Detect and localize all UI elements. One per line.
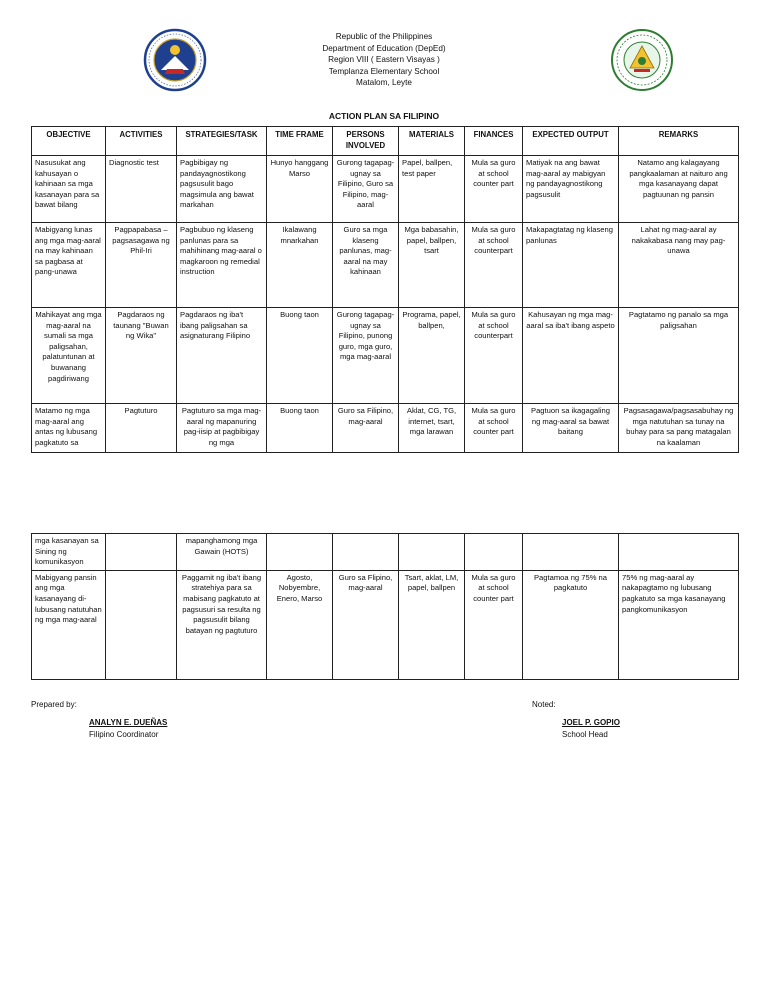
table-cell xyxy=(333,534,399,571)
noted-by-signatory xyxy=(562,717,620,740)
table-cell xyxy=(267,534,333,571)
noted-by-block xyxy=(532,699,556,711)
table-cell: Kahusayan ng mga mag-aaral sa iba't ibang aspeto xyxy=(523,308,619,404)
table-row xyxy=(32,156,739,223)
table-cell: Pagdaraos ng iba't ibang paligsahan sa asignaturang Filipino xyxy=(177,308,267,404)
table-cell: mga kasanayan sa Sining ng komunikasyon xyxy=(32,534,106,571)
table-cell: Natamo ang kalagayang pangkaalaman at naituro ang mga kasanayang dapat pagtuunan ng pansin xyxy=(619,156,739,223)
table-cell xyxy=(465,534,523,571)
col-header-materials: MATERIALS xyxy=(399,127,465,156)
noted-by-name: JOEL P. GOPIO xyxy=(562,718,620,727)
prepared-by-name: ANALYN E. DUEÑAS xyxy=(89,718,168,727)
table-cell: Buong taon xyxy=(267,404,333,453)
table-cell: Pagsasagawa/pagsasabuhay ng mga natutuhan sa tunay na buhay para sa pang matagalan na kaalaman xyxy=(619,404,739,453)
table-cell: Mula sa guro at school counterpart xyxy=(465,308,523,404)
table-cell: Mula sa guro at school counter part xyxy=(465,570,523,679)
table-row xyxy=(32,534,739,571)
table-cell: Agosto, Nobyembre, Enero, Marso xyxy=(267,570,333,679)
table-cell: Pagtuon sa ikagagaling ng mag-aaral sa bawat baitang xyxy=(523,404,619,453)
action-plan-table xyxy=(31,126,739,453)
table-cell: Pagbibigay ng pandayagnostikong pagsusulit bago magsimula ang bawat markahan xyxy=(177,156,267,223)
table-header-row xyxy=(32,127,739,156)
noted-by-title: School Head xyxy=(562,729,608,739)
table-cell: Buong taon xyxy=(267,308,333,404)
table-cell: Mahikayat ang mga mag-aaral na sumali sa mga paligsahan, palatuntunan at buwanang pagdiriwang xyxy=(32,308,106,404)
table-cell: Ikalawang mnarkahan xyxy=(267,223,333,308)
header-line-school: Templanza Elementary School xyxy=(328,66,440,76)
table-cell xyxy=(523,534,619,571)
table-cell: Aklat, CG, TG, internet, tsart, mga larawan xyxy=(399,404,465,453)
header-line-region: Region VIII ( Eastern Visayas ) xyxy=(328,55,440,64)
document-title: ACTION PLAN SA FILIPINO xyxy=(328,111,440,121)
table-cell: Pagtuturo xyxy=(106,404,177,453)
prepared-by-signatory xyxy=(89,717,167,740)
table-cell: Matamo ng mga mag-aaral ang antas ng lubusang pagkatuto sa xyxy=(32,404,106,453)
table-cell: Pagdaraos ng taunang "Buwan ng Wika" xyxy=(106,308,177,404)
col-header-activities: ACTIVITIES xyxy=(106,127,177,156)
table-cell: Hunyo hanggang Marso xyxy=(267,156,333,223)
table-cell: Guro sa Flipino, mag-aaral xyxy=(333,570,399,679)
division-of-leyte-seal-icon xyxy=(610,28,674,92)
action-plan-table-continued xyxy=(31,533,739,680)
table-cell: Mga babasahin, papel, ballpen, tsart xyxy=(399,223,465,308)
col-header-expected-output: EXPECTED OUTPUT xyxy=(523,127,619,156)
table-cell: Pagtatamo ng panalo sa mga paligsahan xyxy=(619,308,739,404)
col-header-strategies: STRATEGIES/TASK xyxy=(177,127,267,156)
table-row xyxy=(32,404,739,453)
table-cell: 75% ng mag-aaral ay nakapagtamo ng lubusang pagkatuto sa mga kasanayang pangkomunikasyon xyxy=(619,570,739,679)
table-cell: Nasusukat ang kahusayan o kahinaan sa mga kasanayan para sa bawat bilang xyxy=(32,156,106,223)
table-cell: Matiyak na ang bawat mag-aaral ay mabigyan ng pandayagnostikong pagsusulit xyxy=(523,156,619,223)
prepared-by-title: Filipino Coordinator xyxy=(89,729,159,739)
table-cell: Pagtuturo sa mga mag-aaral ng mapanuring pag-iisip at pagbibigay ng mga xyxy=(177,404,267,453)
letterhead xyxy=(250,31,518,89)
table-cell: Pagbubuo ng klaseng panlunas para sa mahihinang mag-aaral o magkaroon ng remedial instruction xyxy=(177,223,267,308)
prepared-by-label: Prepared by: xyxy=(31,700,77,709)
table-cell: Programa, papel, ballpen, xyxy=(399,308,465,404)
table-row xyxy=(32,223,739,308)
table-cell: Mula sa guro at school counterpart xyxy=(465,223,523,308)
table-cell: Mula sa guro at school counter part xyxy=(465,404,523,453)
table-cell: Pagpapabasa – pagsasagawa ng Phil-Iri xyxy=(106,223,177,308)
noted-by-label: Noted: xyxy=(532,700,556,709)
col-header-remarks: REMARKS xyxy=(619,127,739,156)
table-cell: Guro sa Filipino, mag-aaral xyxy=(333,404,399,453)
col-header-time-frame: TIME FRAME xyxy=(267,127,333,156)
table-cell: Makapagtatag ng klaseng panlunas xyxy=(523,223,619,308)
table-cell: Mabigyang lunas ang mga mag-aaral na may kahinaan sa pagbasa at pang-unawa xyxy=(32,223,106,308)
table-cell: Lahat ng mag-aaral ay nakakabasa nang may pag-unawa xyxy=(619,223,739,308)
table-cell xyxy=(106,534,177,571)
table-cell: Gurong tagapag-ugnay sa Filipino, punong guro, mga guro, mga mag-aaral xyxy=(333,308,399,404)
table-cell: Tsart, aklat, LM, papel, ballpen xyxy=(399,570,465,679)
table-row xyxy=(32,308,739,404)
table-cell: Papel, ballpen, test paper xyxy=(399,156,465,223)
header-line-department: Department of Education (DepEd) xyxy=(322,43,446,53)
table-cell: Diagnostic test xyxy=(106,156,177,223)
col-header-persons: PERSONS INVOLVED xyxy=(333,127,399,156)
table-cell: Mula sa guro at school counter part xyxy=(465,156,523,223)
header-line-country: Republic of the Philippines xyxy=(335,32,433,41)
table-cell xyxy=(399,534,465,571)
table-cell xyxy=(106,570,177,679)
table-cell: Gurong tagapag-ugnay sa Filipino, Guro sa Filipino, mag-aaral xyxy=(333,156,399,223)
table-cell: Pagtamoa ng 75% na pagkatuto xyxy=(523,570,619,679)
prepared-by-block xyxy=(31,699,77,711)
table-cell: Mabigyang pansin ang mga kasanayang di-lubusang natutuhan ng mga mag-aaral xyxy=(32,570,106,679)
header-line-address: Matalom, Leyte xyxy=(356,78,412,87)
col-header-objective: OBJECTIVE xyxy=(32,127,106,156)
table-cell: mapanghamong mga Gawain (HOTS) xyxy=(177,534,267,571)
table-cell: Paggamit ng iba't ibang stratehiya para sa mabisang pagkatuto at pagsusuri sa resulta ng pagsusulit bilang batayan ng pagtuturo xyxy=(177,570,267,679)
table-cell: Guro sa mga klaseng panlunas, mag-aaral na may kahinaan xyxy=(333,223,399,308)
table-cell xyxy=(619,534,739,571)
col-header-finances: FINANCES xyxy=(465,127,523,156)
deped-seal-icon xyxy=(143,28,207,92)
table-row xyxy=(32,570,739,679)
